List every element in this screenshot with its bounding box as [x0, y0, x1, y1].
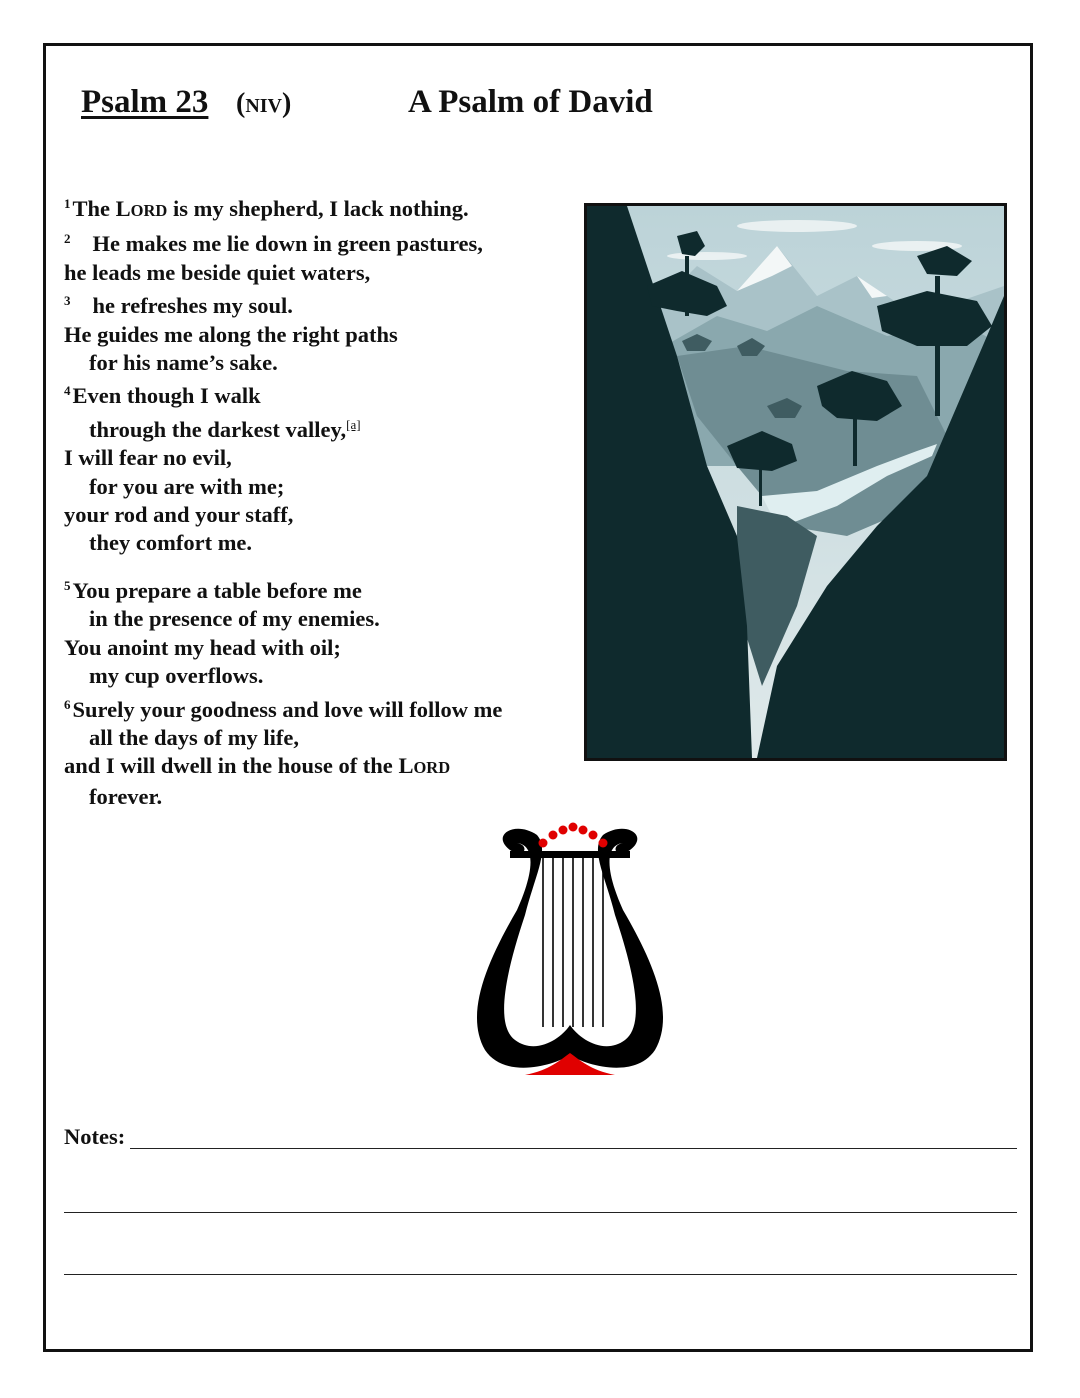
verse-line: for his name’s sake. [89, 350, 278, 376]
verse-text: He makes me lie down in green pastures, [92, 231, 483, 257]
version-paren-open: ( [236, 88, 246, 119]
verse-text: he refreshes my soul. [92, 293, 293, 319]
verse-line: all the days of my life, [89, 724, 299, 750]
verse-line [64, 287, 574, 320]
version-text: NIV [245, 95, 282, 117]
verse-line: your rod and your staff, [64, 502, 294, 528]
lyre-strings [543, 855, 603, 1027]
verse-text: is my shepherd, I lack nothing. [167, 196, 469, 221]
lord-initial: L [115, 196, 131, 221]
title-row [81, 84, 981, 134]
page-title: Psalm 23 [81, 84, 209, 120]
verse-number: 1 [64, 196, 71, 211]
verse-line [64, 411, 574, 444]
verse-text: and I will dwell in the house of the [64, 753, 399, 779]
verse-text: Surely your goodness and love will follow me [72, 696, 503, 722]
verse-line: I will fear no evil, [64, 445, 232, 471]
verse-line: forever. [89, 783, 163, 809]
lyre-svg [455, 815, 685, 1085]
version-paren-close: ) [282, 88, 292, 119]
verse-text: The [72, 196, 116, 221]
lord-small-caps: ORD [130, 201, 168, 220]
verse-text: Even though I walk [72, 383, 261, 409]
verse-line: He guides me along the right paths [64, 321, 398, 347]
notes-line-3[interactable] [64, 1274, 1017, 1275]
verse-line: he leads me beside quiet waters, [64, 259, 371, 285]
verse-line: in the presence of my enemies. [89, 606, 380, 632]
translation-label [236, 88, 291, 120]
verse-line [64, 225, 574, 258]
verse-line [64, 190, 574, 225]
verse-number: 4 [64, 383, 71, 399]
mountain-valley-illustration-icon [584, 203, 1007, 761]
lyre-crossbar [510, 851, 630, 858]
valley-svg [587, 206, 1004, 758]
verse-text: through the darkest valley, [89, 416, 347, 442]
verse-number: 3 [64, 293, 71, 309]
lord-small-caps: ORD [413, 758, 451, 778]
verse-number: 2 [64, 231, 71, 247]
psalm-text [64, 190, 574, 811]
verse-line: for you are with me; [89, 473, 285, 499]
lyre-icon [455, 815, 685, 1085]
verse-line [64, 377, 574, 410]
verse-line [64, 572, 574, 605]
page-subtitle: A Psalm of David [408, 84, 653, 120]
lyre-pegs [539, 823, 608, 848]
footnote-link[interactable]: [a] [346, 416, 361, 432]
verse-line [64, 752, 574, 782]
notes-line-2[interactable] [64, 1212, 1017, 1213]
verse-text: You prepare a table before me [72, 577, 362, 603]
verse-number: 6 [64, 696, 71, 712]
verse-line: my cup overflows. [89, 663, 264, 689]
lord-initial: L [398, 753, 414, 779]
verse-line [64, 691, 574, 724]
notes-label: Notes: [64, 1124, 129, 1150]
lyre-frame [477, 829, 663, 1068]
stanza-break [64, 558, 574, 572]
verse-line: You anoint my head with oil; [64, 634, 341, 660]
verse-line: they comfort me. [89, 530, 253, 556]
verse-number: 5 [64, 577, 71, 593]
notes-line-1[interactable] [130, 1148, 1017, 1149]
